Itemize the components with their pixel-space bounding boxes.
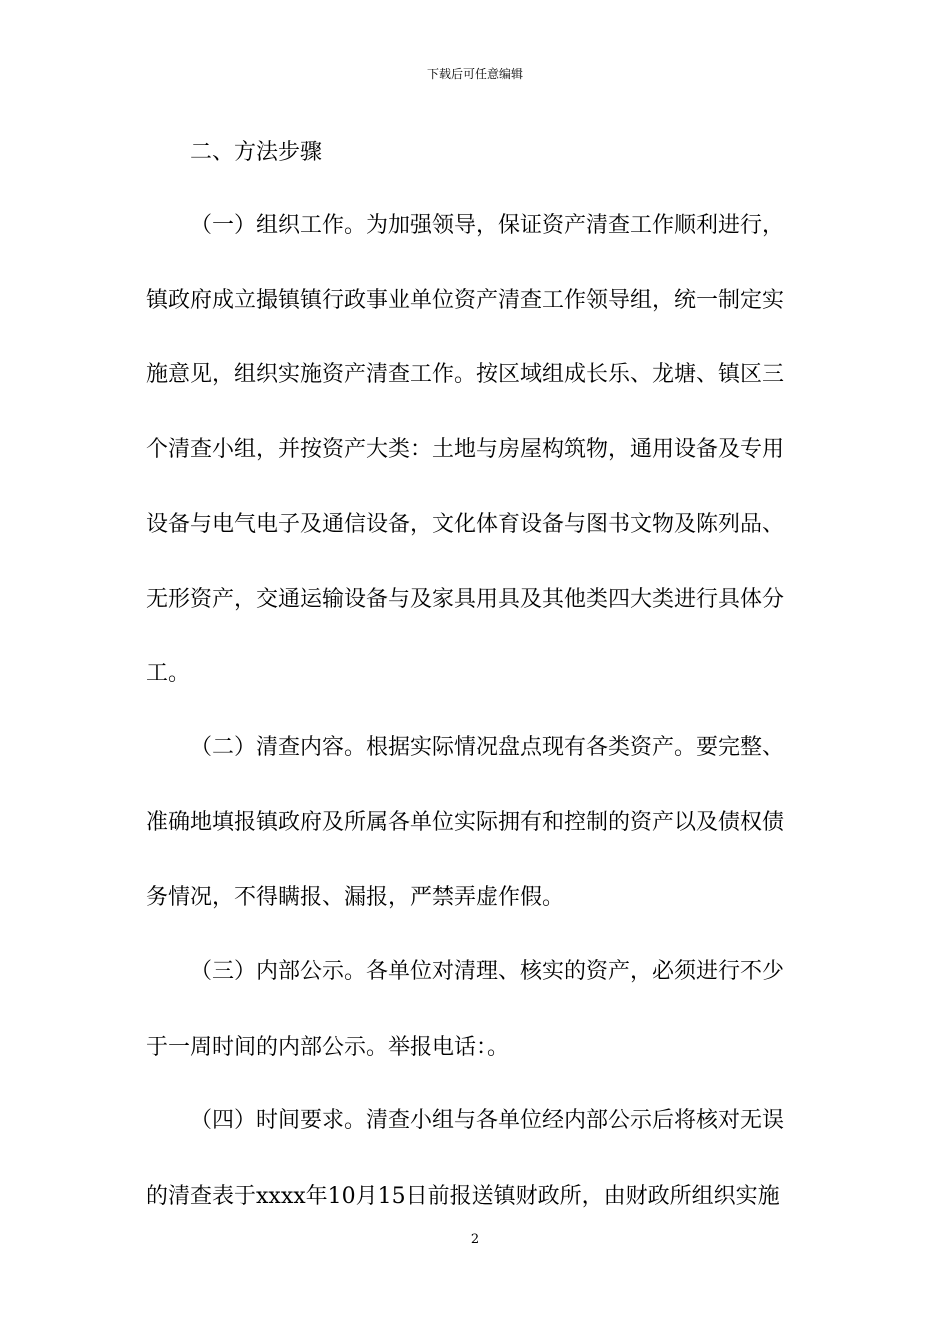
paragraph-line: （一）组织工作。为加强领导，保证资产清查工作顺利进行，	[190, 213, 785, 238]
paragraph-line: 务情况，不得瞒报、漏报，严禁弄虚作假。	[146, 885, 565, 910]
page-header: 下载后可任意编辑	[426, 67, 523, 81]
paragraph-line: 于一周时间的内部公示。举报电话：。	[146, 1035, 510, 1060]
paragraph-line: （二）清查内容。根据实际情况盘点现有各类资产。要完整、	[190, 735, 785, 760]
paragraph-line: 工。	[146, 661, 191, 686]
paragraph-line: 准确地填报镇政府及所属各单位实际拥有和控制的资产以及债权债	[146, 810, 785, 835]
paragraph-line: 镇政府成立撮镇镇行政事业单位资产清查工作领导组，统一制定实	[146, 288, 785, 313]
paragraph-line: 设备与电气电子及通信设备，文化体育设备与图书文物及陈列品、	[146, 512, 785, 537]
paragraph-line: （四）时间要求。清查小组与各单位经内部公示后将核对无误	[190, 1108, 785, 1133]
paragraph-line: 的清查表于xxxx年10月15日前报送镇财政所，由财政所组织实施	[146, 1184, 780, 1209]
paragraph-line: 个清查小组，并按资产大类：土地与房屋构筑物，通用设备及专用	[146, 437, 785, 462]
section-heading: 二、方法步骤	[190, 140, 323, 165]
page-number: 2	[470, 1232, 480, 1247]
paragraph-line: 无形资产，交通运输设备与及家具用具及其他类四大类进行具体分	[146, 587, 785, 612]
paragraph-line: （三）内部公示。各单位对清理、核实的资产，必须进行不少	[190, 959, 785, 984]
paragraph-line: 施意见，组织实施资产清查工作。按区域组成长乐、龙塘、镇区三	[146, 362, 785, 387]
